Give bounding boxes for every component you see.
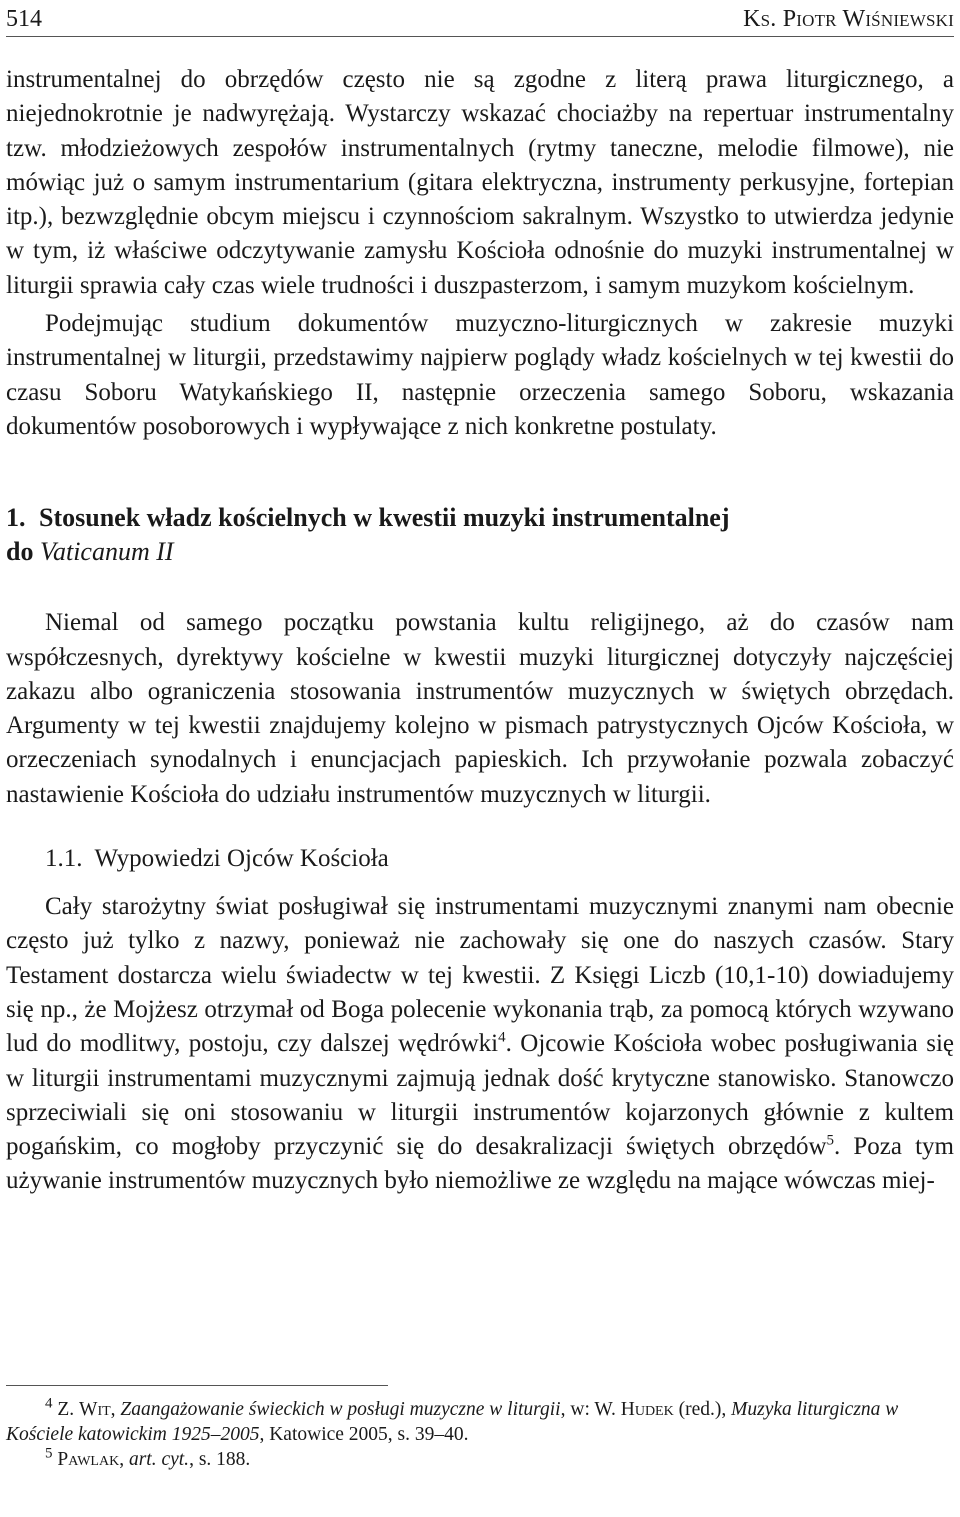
paragraph-4-part1: Cały starożytny świat posługiwał się instrumentami muzycznymi znanymi nam obecnie często już tylko z nazwy, ponieważ nie zachowały się one do naszych czasów. Stary Testament dostarcza wielu świadectw w tej kwestii. Z Księgi Liczb (10,1-10) dowiadujemy się np., że Mojżesz otrzymał od Boga polecenie wykonania trąb, za pomocą których wzywano lud do modlitwy, postoju, czy dalszej wędrówki (6, 893, 954, 1058)
footnote-tail: , s. 188. (189, 1449, 251, 1470)
footnote-ref-4: 4 (498, 1029, 506, 1046)
section-title-italic: Vaticanum II (39, 537, 174, 567)
subsection-heading (6, 842, 954, 876)
footnotes (6, 1397, 954, 1472)
footnote-author: Pawlak (57, 1449, 120, 1470)
section-number: 1. (6, 503, 26, 533)
section-title-line1: Stosunek władz kościelnych w kwestii muzyki instrumentalnej (39, 503, 730, 533)
paragraph-2: Podejmując studium dokumentów muzyczno-liturgicznych w zakresie muzyki instrumentalnej w liturgii, przedstawimy najpierw poglądy władz kościelnych w tej kwestii do czasu Soboru Watykańskiego II, następnie orzeczenia samego Soboru, wskazania dokumentów posoborowych i wypływające z nich konkretne postulaty. (6, 310, 954, 440)
footnote-number: 4 (45, 1395, 53, 1412)
running-header (6, 2, 954, 37)
footnote-title: Zaangażowanie świeckich w posługi muzyczne w liturgii (120, 1399, 561, 1420)
subsection-number: 1.1. (45, 845, 83, 873)
footnote-separator (6, 1385, 388, 1386)
footnote-4: $^4$ Z. Wit, Zaangażowanie świeckich w posługi muzyczne w liturgii, w: W. Hudek (red.), Muzyka liturgiczna w Kościele katowickim 1925–2005, Katowice 2005, s. 39–40. (6, 1395, 899, 1445)
section-title-prefix: do (6, 537, 34, 567)
main-text (6, 63, 954, 1199)
footnote-number: 5 (45, 1445, 53, 1462)
subsection-title: Wypowiedzi Ojców Kościoła (94, 845, 389, 873)
footnote-ref: art. cyt. (128, 1449, 190, 1470)
footnote-tail: , Katowice 2005, s. 39–40. (259, 1424, 469, 1445)
footnote-ref-5: 5 (826, 1132, 835, 1149)
footnote-author: Wit (79, 1399, 111, 1420)
section-heading (6, 501, 954, 569)
paragraph-4-part2: . Ojcowie Kościoła wobec posługiwania się w liturgii instrumentami muzycznymi zajmują jednak dość krytyczne stanowisko. Stanowczo sprzeciwiali się oni stosowaniu w liturgii instrumentów kojarzonych głównie z kultem pogańskim, co mogłoby przyczynić się do desakralizacji świętych obrzędów (6, 1030, 955, 1161)
footnote-book: Muzyka liturgiczna w Kościele katowickim 1925–2005 (6, 1399, 899, 1445)
running-author: Ks. Piotr Wiśniewski (743, 6, 954, 32)
footnote-author-initial: Z. (57, 1399, 75, 1420)
paragraph-3: Niemal od samego początku powstania kultu religijnego, aż do czasów nam współczesnych, dyrektywy kościelne w kwestii muzyki liturgicznej dotyczyły najczęściej zakazu albo ograniczenia stosowania instrumentów muzycznych w świętych obrzędach. Argumenty w tej kwestii znajdujemy kolejno w pismach patrystycznych Ojców Kościoła, w orzeczeniach synodalnych i enuncjacjach papieskich. Ich przywołanie pozwala zobaczyć nastawienie Kościoła do udziału instrumentów muzycznych w liturgii. (6, 609, 954, 808)
paragraph-4 (6, 890, 954, 1199)
footnote-5: $^5$ Pawlak, art. cyt., s. 188. (45, 1445, 251, 1470)
paragraph-4-part3: . Poza tym używanie instrumentów muzycznych było niemożliwe ze względu na mające wówczas miej- (6, 1133, 954, 1195)
footnote-mid: , w: W. (560, 1399, 616, 1420)
footnote-red: (red.), (678, 1399, 727, 1420)
paragraph-1: instrumentalnej do obrzędów często nie są zgodne z literą prawa liturgicznego, a niejednokrotnie je nadwyrężają. Wystarczy wskazać chociażby na repertuar instrumentalny tzw. młodzieżowych zespołów instrumentalnych (rytmy taneczne, melodie filmowe), nie mówiąc już o samym instrumentarium (gitara elektryczna, instrumenty perkusyjne, fortepian itp.), bezwzględnie obcym miejscu i czynnościom sakralnym. Wszystko to utwierdza jedynie w tym, iż właściwe odczytywanie zamysłu Kościoła odnośnie do muzyki instrumentalnej w liturgii sprawia cały czas wiele trudności i duszpasterzom, i samym muzykom kościelnym. (6, 66, 954, 299)
page-number: 514 (6, 6, 42, 32)
footnote-editor: Hudek (620, 1399, 674, 1420)
